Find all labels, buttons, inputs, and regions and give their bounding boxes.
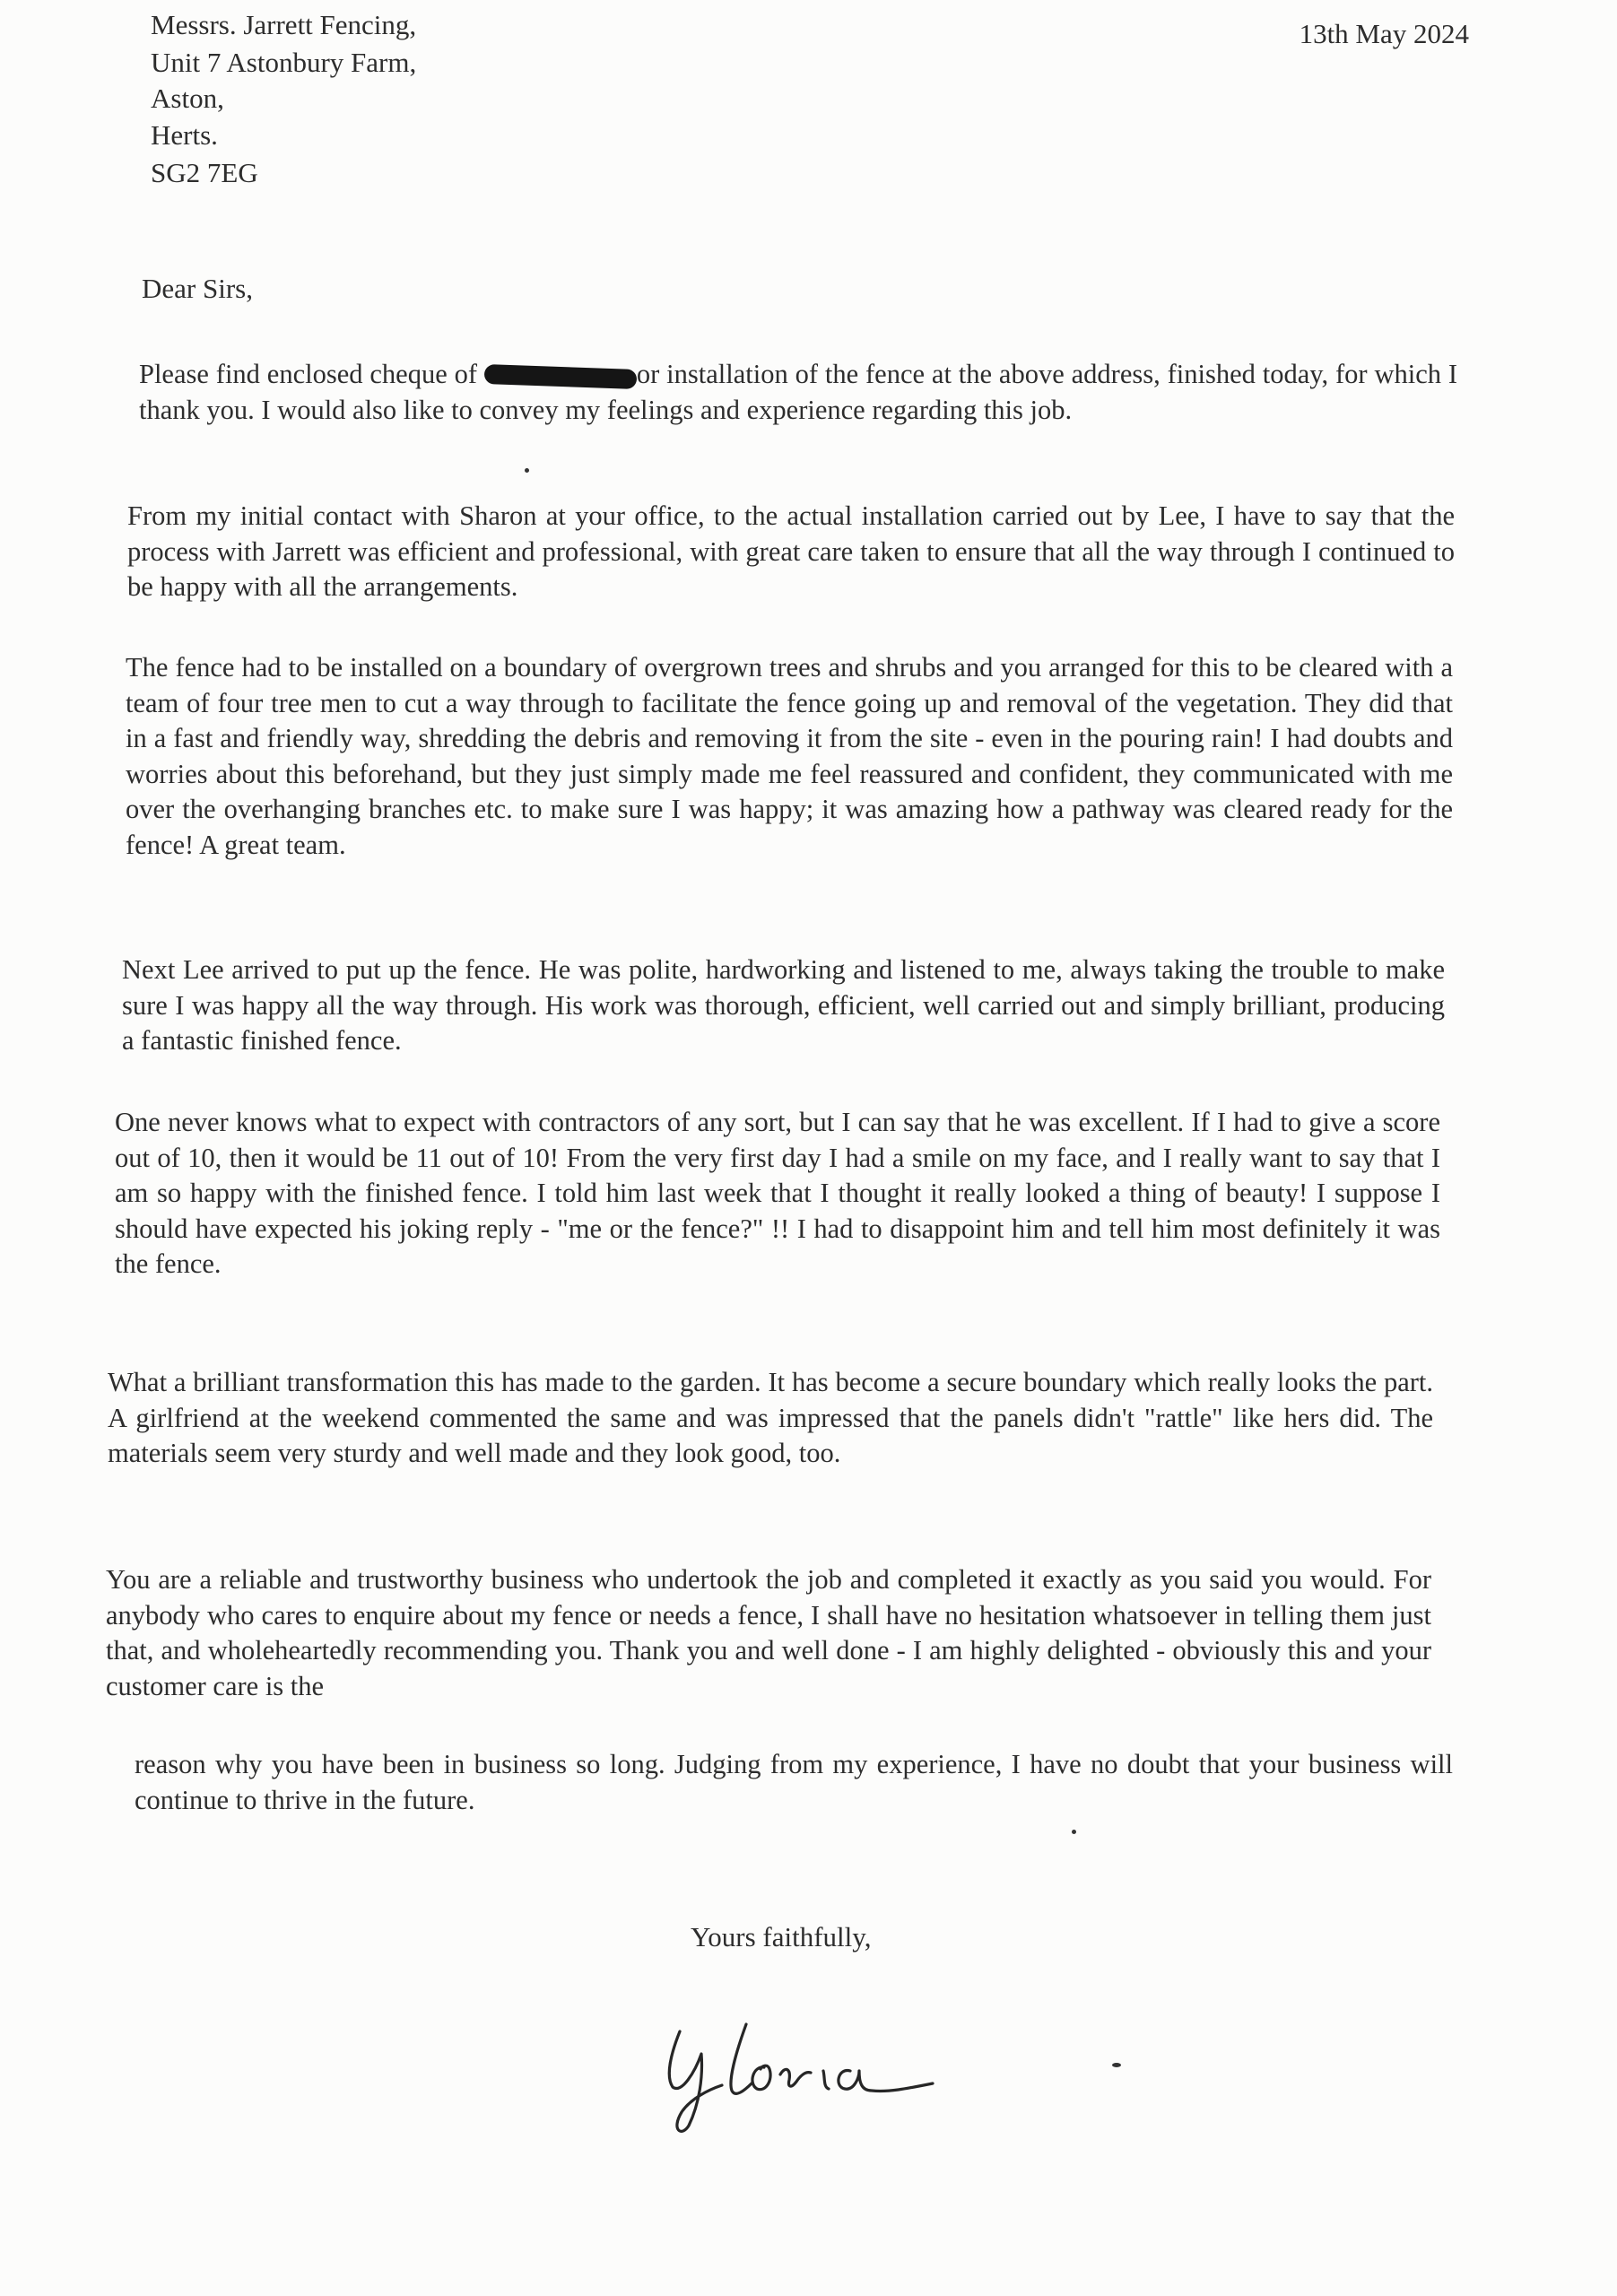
paragraph-recommendation	[106, 1562, 1431, 1704]
ink-mark	[525, 468, 529, 473]
letter-date: 13th May 2024	[1299, 18, 1469, 49]
paragraph-business	[135, 1747, 1453, 1818]
paragraph-text: One never knows what to expect with contractors of any sort, but I can say that he was excellent. If I had to give a score out of 10, then it would be 11 out of 10! From the very first day I had a smile on my face, and I really want to say that I am so happy with the finished fence. I told him last week that I thought it really looked a thing of beauty! I suppose I should have expected his joking reply - "me or the fence?" !! I had to disappoint him and tell him most definitely it was the fence.	[115, 1107, 1440, 1279]
ink-mark	[1072, 1830, 1076, 1834]
signature	[646, 2005, 1148, 2139]
paragraph-text: You are a reliable and trustworthy business who undertook the job and completed it exactly as you said you would. For anybody who cares to enquire about my fence or needs a fence, I shall have no hesitation whatsoever in telling them just that, and wholeheartedly recommending you. Thank you and well done - I am highly delighted - obviously this and your customer care is the	[106, 1564, 1431, 1701]
paragraph-text: Next Lee arrived to put up the fence. He was polite, hardworking and listened to me, always taking the trouble to make sure I was happy all the way through. His work was thorough, efficient, well carried out and simply brilliant, producing a fantastic finished fence.	[122, 954, 1445, 1056]
paragraph-transformation	[108, 1365, 1433, 1472]
address-line: SG2 7EG	[151, 157, 258, 188]
paragraph-text: The fence had to be installed on a boundary of overgrown trees and shrubs and you arranged for this to be cleared with a team of four tree men to cut a way through to facilitate the fence going up and removal of the vegetation. They did that in a fast and friendly way, shredding the debris and removing it from the site - even in the pouring rain! I had doubts and worries about this beforehand, but they just simply made me feel reassured and confident, they communicated with me over the overhanging branches etc. to make sure I was happy; it was amazing how a pathway was cleared ready for the fence! A great team.	[126, 652, 1453, 860]
paragraph-tree-clearing	[126, 650, 1453, 863]
paragraph-cheque	[139, 357, 1457, 428]
redaction-bar	[484, 364, 638, 389]
address-line: Unit 7 Astonbury Farm,	[151, 47, 417, 78]
paragraph-text: What a brilliant transformation this has made to the garden. It has become a secure boundary which really looks the part. A girlfriend at the weekend commented the same and was impressed that the panels didn't "rattle" like hers did. The materials seem very sturdy and well made and they look good, too.	[108, 1367, 1433, 1468]
address-line: Aston,	[151, 83, 224, 114]
paragraph-initial-contact	[127, 499, 1455, 605]
closing: Yours faithfully,	[691, 1921, 872, 1952]
paragraph-text: or installation of the fence at the above address, finished today, for which I thank you. I would also like to convey my feelings and experience regarding this job.	[139, 359, 1458, 425]
ink-mark	[1112, 2063, 1121, 2067]
paragraph-text: Please find enclosed cheque of	[139, 359, 478, 389]
paragraph-text: From my initial contact with Sharon at your office, to the actual installation carried out by Lee, I have to say that the process with Jarrett was efficient and professional, with great care taken to ensure that all the way through I continued to be happy with all the arrangements.	[127, 500, 1455, 602]
paragraph-text: reason why you have been in business so long. Judging from my experience, I have no doubt that your business will continue to thrive in the future.	[135, 1749, 1453, 1815]
address-line: Herts.	[151, 119, 218, 151]
paragraph-score	[115, 1105, 1440, 1283]
paragraph-lee-installation	[122, 952, 1445, 1059]
address-line: Messrs. Jarrett Fencing,	[151, 9, 417, 40]
salutation: Dear Sirs,	[142, 273, 253, 304]
